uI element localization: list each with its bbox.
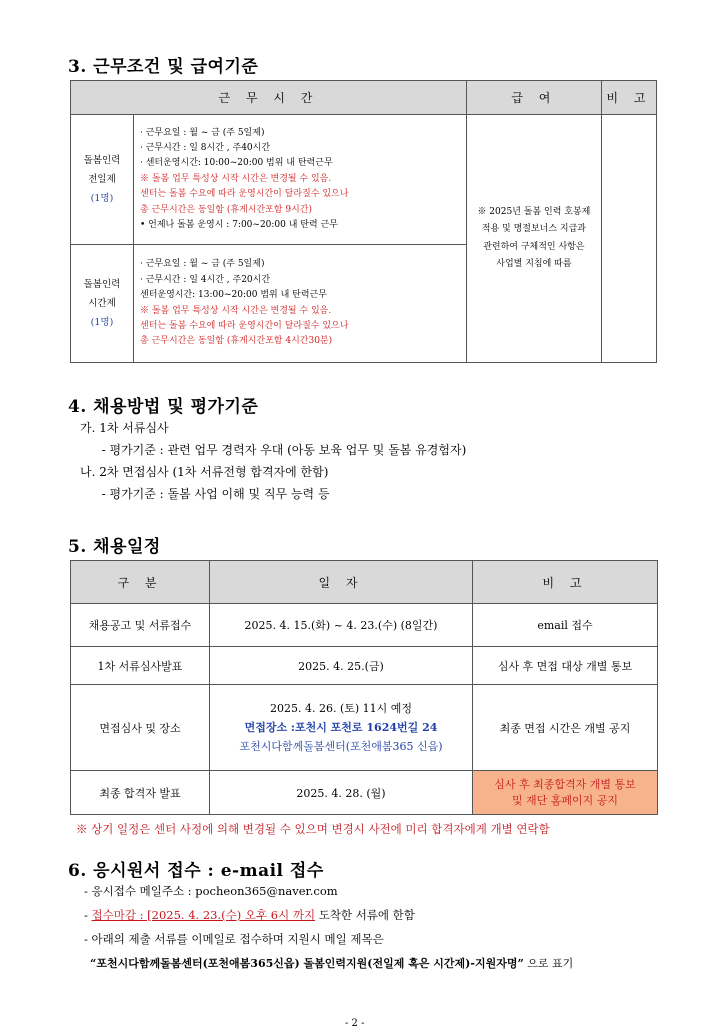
sec4-line: - 평가기준 : 돌봄 사업 이해 및 직무 능력 등 [94,487,330,501]
final-note-line: 심사 후 최종합격자 개별 통보 [494,777,636,791]
schedule-table [70,560,658,815]
row-date: 2025. 4. 25.(금) [210,647,473,685]
header-work-hours: 근 무 시 간 [71,81,467,115]
interview-place: 면접장소 :포천시 포천로 1624번길 24 [244,721,438,734]
work-conditions-table [70,80,657,363]
row-category: 최종 합격자 발표 [71,771,210,815]
sec4-line: 가. 1차 서류심사 [80,421,169,435]
role-count: (1명) [90,193,114,204]
interview-date: 2025. 4. 26. (토) 11시 예정 [269,702,413,715]
table-row [71,647,658,685]
row-date: 2025. 4. 28. (월) [210,771,473,815]
role-count: (1명) [90,317,114,328]
section-6-title: 6. 응시원서 접수 : e-mail 접수 [68,861,324,881]
hours-line: · 센터운영시간: 10:00~20:00 범위 내 탄력근무 [140,158,333,169]
deadline-rest: 도착한 서류에 한함 [315,908,415,922]
hours-note: ※ 돌봄 업무 특성상 시작 시간은 변경될 수 있음. [140,173,332,184]
pay-line: 관련하여 구체적인 사항은 [483,241,585,252]
pay-line: 사업별 지침에 따름 [496,259,572,269]
hours-line: · 근무요일 : 월 ~ 금 (주 5일제) [140,259,265,270]
schedule-notice: ※ 상기 일정은 센터 사정에 의해 변경될 수 있으며 변경시 사전에 미리 합격자에게 개별 연락함 [76,822,550,836]
row-date: 2025. 4. 15.(화) ~ 4. 23.(수) (8일간) [210,604,473,647]
hours-note: ※ 돌봄 업무 특성상 시작 시간은 변경될 수 있음. [140,305,332,316]
row-category: 면접심사 및 장소 [71,685,210,771]
pay-cell [466,115,601,363]
section-3-title: 3. 근무조건 및 급여기준 [68,57,259,77]
hours-line: 센터운영시간: 13:00~20:00 범위 내 탄력근무 [140,290,327,301]
subject-rest: 으로 표기 [523,957,574,970]
fulltime-role-cell [71,115,134,245]
row-category: 1차 서류심사발표 [71,647,210,685]
parttime-hours-cell [134,245,467,363]
header-category: 구 분 [71,561,210,604]
deadline-text: 접수마감 : [2025. 4. 23.(수) 오후 6시 까지 [91,908,316,922]
role-label: 돌봄인력 [83,155,121,166]
subject-text: “포천시다함께돌봄센터(포천애봄365신읍) 돌봄인력지원(전일제 혹은 시간제)-지원자명” [90,957,524,970]
row-note: email 접수 [473,604,658,647]
pay-line: 적용 및 명절보너스 지급과 [481,224,586,234]
role-type: 시간제 [88,298,116,309]
hours-line: · 근무시간 : 일 8시간 , 주40시간 [140,142,271,153]
row-note: 심사 후 면접 대상 개별 통보 [473,647,658,685]
hours-note: 총 근무시간은 동일함 (휴게시간포함 9시간) [140,204,312,215]
table-row [71,685,658,771]
interview-center: 포천시다함께돌봄센터(포천애봄365 신읍) [239,740,443,753]
remark-cell [601,115,656,363]
bullet: - [84,908,92,922]
header-note: 비 고 [473,561,658,604]
role-label: 돌봄인력 [83,279,121,290]
subject-intro: - 아래의 제출 서류를 이메일로 접수하며 지원시 메일 제목은 [84,932,384,946]
section-4-title: 4. 채용방법 및 평가기준 [68,397,259,417]
row-date [210,685,473,771]
header-date: 일 자 [210,561,473,604]
sec4-line: 나. 2차 면접심사 (1차 서류전형 합격자에 한함) [80,465,329,479]
page-number: - 2 - [345,1018,365,1029]
pay-line: ※ 2025년 돌봄 인력 호봉제 [477,206,591,217]
hours-note: 센터는 돌봄 수요에 따라 운영시간이 달라질수 있으나 [140,320,349,331]
deadline-line [84,907,415,923]
table-row [71,771,658,815]
hours-note: 총 근무시간은 동일함 (휴게시간포함 4시간30분) [140,336,333,347]
table-row [71,604,658,647]
row-note-highlight [473,771,658,815]
subject-format [90,955,573,971]
fulltime-hours-cell [134,115,467,245]
header-remark: 비 고 [601,81,656,115]
role-type: 전일제 [88,174,116,185]
row-category: 채용공고 및 서류접수 [71,604,210,647]
email-line: - 응시접수 메일주소 : pocheon365@naver.com [84,884,338,898]
hours-line: • 언제나 돌봄 운영시 : 7:00~20:00 내 탄력 근무 [140,220,338,231]
hours-note: 센터는 돌봄 수요에 따라 운영시간이 달라질수 있으나 [140,189,349,200]
parttime-role-cell [71,245,134,363]
hours-line: · 근무요일 : 월 ~ 금 (주 5일제) [140,127,265,138]
row-note: 최종 면접 시간은 개별 공지 [473,685,658,771]
sec4-line: - 평가기준 : 관련 업무 경력자 우대 (아동 보육 업무 및 돌봄 유경험자) [94,443,467,457]
header-pay: 급 여 [466,81,601,115]
section-5-title: 5. 채용일정 [68,537,161,557]
final-note-line: 및 재단 홈페이지 공지 [511,793,619,807]
hours-line: · 근무시간 : 일 4시간 , 주20시간 [140,274,271,285]
